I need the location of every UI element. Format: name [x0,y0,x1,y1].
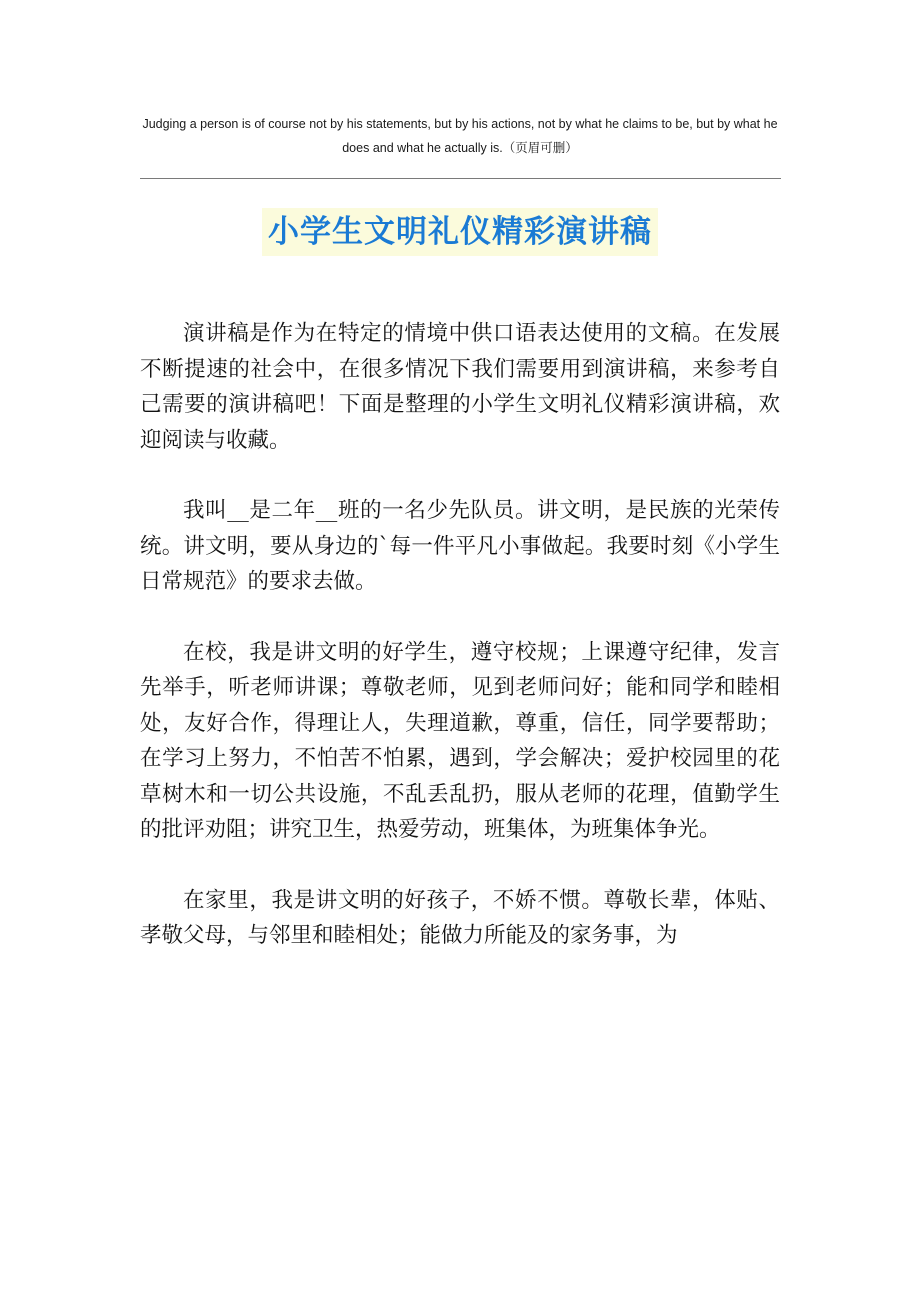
paragraph-self-intro: 我叫__是二年__班的一名少先队员。讲文明，是民族的光荣传统。讲文明，要从身边的`每一件平凡小事做起。我要时刻《小学生日常规范》的要求去做。 [140,498,780,594]
title-container [0,208,920,256]
document-title: 小学生文明礼仪精彩演讲稿 [262,208,658,256]
paragraph-intro: 演讲稿是作为在特定的情境中供口语表达使用的文稿。在发展不断提速的社会中，在很多情况下我们需要用到演讲稿，来参考自己需要的演讲稿吧！下面是整理的小学生文明礼仪精彩演讲稿，欢迎阅读与收藏。 [140,321,780,453]
document-body [140,316,780,989]
header-divider [140,178,781,179]
paragraph-at-school: 在校，我是讲文明的好学生，遵守校规；上课遵守纪律，发言先举手，听老师讲课；尊敬老师，见到老师问好；能和同学和睦相处，友好合作，得理让人，失理道歉，尊重，信任，同学要帮助；在学习上努力，不怕苦不怕累，遇到，学会解决；爱护校园里的花草树木和一切公共设施，不乱丢乱扔，服从老师的花理，值勤学生的批评劝阻；讲究卫生，热爱劳动，班集体，为班集体争光。 [140,639,780,842]
paragraph-at-home: 在家里，我是讲文明的好孩子，不娇不惯。尊敬长辈，体贴、孝敬父母，与邻里和睦相处；能做力所能及的家务事，为 [140,887,780,948]
page-header-quote: Judging a person is of course not by his statements, but by his actions, not by what he claims to be, but by what he does and what he actually is.（页眉可删） [142,117,778,155]
